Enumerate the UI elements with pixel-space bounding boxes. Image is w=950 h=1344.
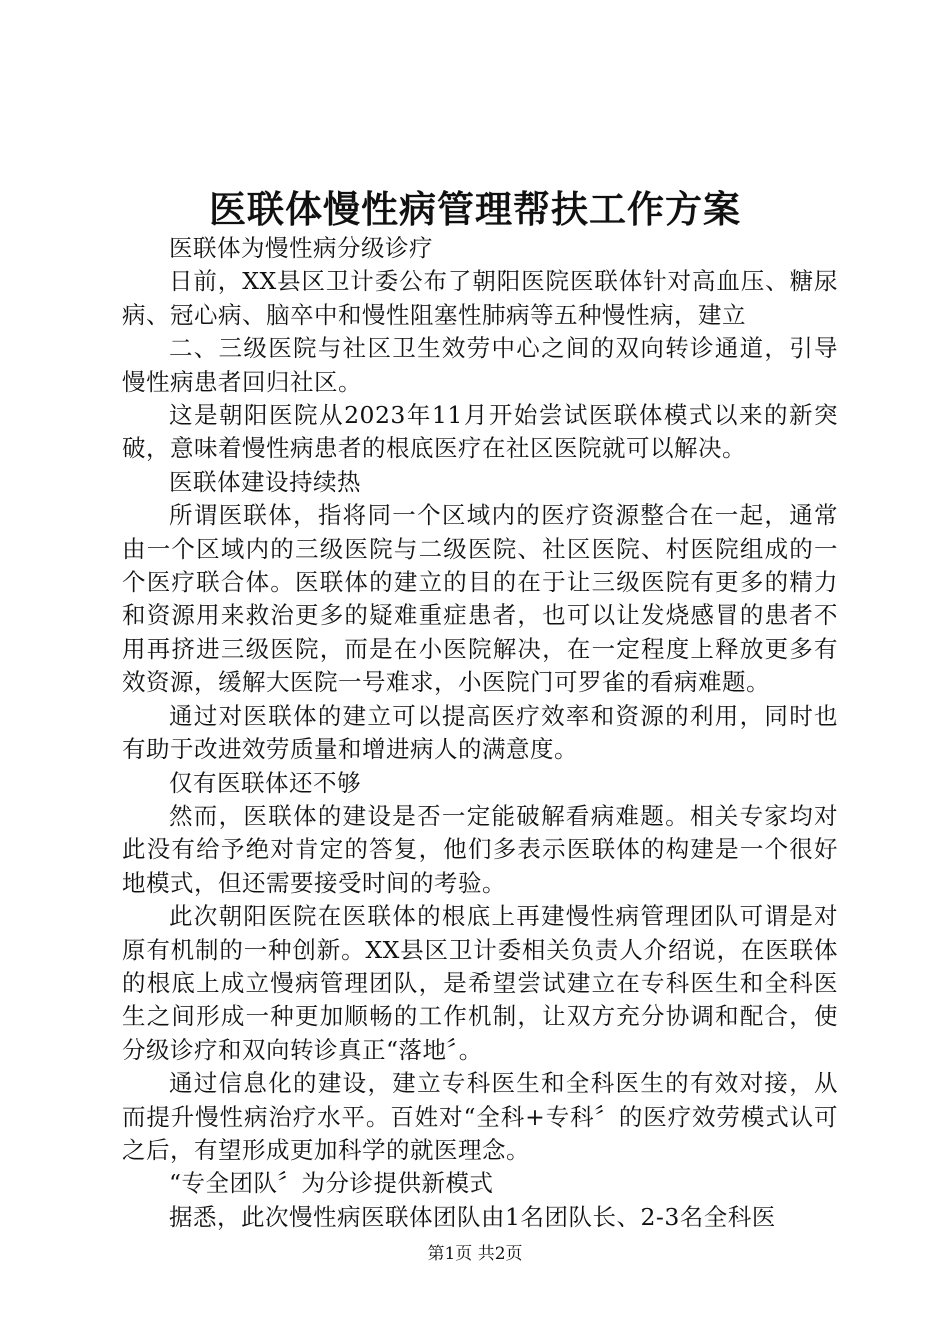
document-title: 医联体慢性病管理帮扶工作方案 xyxy=(209,187,741,231)
paragraph: 这是朝阳医院从2023年11月开始尝试医联体模式以来的新突破，意味着慢性病患者的根底医疗在社区医院就可以解决。 xyxy=(122,401,838,463)
paragraph: 日前，XX县区卫计委公布了朝阳医院医联体针对高血压、糖尿病、冠心病、脑卒中和慢性阻塞性肺病等五种慢性病，建立 xyxy=(122,267,838,329)
paragraph: “专全团队〞为分诊提供新模式 xyxy=(169,1169,494,1198)
paragraph: 医联体建设持续热 xyxy=(169,467,361,496)
paragraph: 二、三级医院与社区卫生效劳中心之间的双向转诊通道，引导慢性病患者回归社区。 xyxy=(122,334,838,396)
paragraph: 所谓医联体，指将同一个区域内的医疗资源整合在一起，通常由一个区域内的三级医院与二级医院、社区医院、村医院组成的一个医疗联合体。医联体的建立的目的在于让三级医院有更多的精力和资源用来救治更多的疑难重症患者，也可以让发烧感冒的患者不用再挤进三级医院，而是在小医院解决，在一定程度上释放更多有效资源，缓解大医院一号难求，小医院门可罗雀的看病难题。 xyxy=(122,501,838,697)
paragraph: 仅有医联体还不够 xyxy=(169,768,361,797)
paragraph: 此次朝阳医院在医联体的根底上再建慢性病管理团队可谓是对原有机制的一种创新。XX县区卫计委相关负责人介绍说，在医联体的根底上成立慢病管理团队，是希望尝试建立在专科医生和全科医生之间形成一种更加顺畅的工作机制，让双方充分协调和配合，使分级诊疗和双向转诊真正“落地〞。 xyxy=(122,902,838,1064)
document-body xyxy=(122,232,838,1234)
paragraph: 通过对医联体的建立可以提高医疗效率和资源的利用，同时也有助于改进效劳质量和增进病人的满意度。 xyxy=(122,701,838,764)
paragraph: 据悉，此次慢性病医联体团队由1名团队长、2-3名全科医 xyxy=(169,1202,776,1231)
paragraph: 通过信息化的建设，建立专科医生和全科医生的有效对接，从而提升慢性病治疗水平。百姓对“全科+专科〞的医疗效劳模式认可之后，有望形成更加科学的就医理念。 xyxy=(122,1069,838,1164)
page-footer: 第1页 共2页 xyxy=(427,1244,523,1264)
paragraph: 医联体为慢性病分级诊疗 xyxy=(169,234,433,262)
paragraph: 然而，医联体的建设是否一定能破解看病难题。相关专家均对此没有给予绝对肯定的答复，他们多表示医联体的构建是一个很好地模式，但还需要接受时间的考验。 xyxy=(122,801,838,897)
